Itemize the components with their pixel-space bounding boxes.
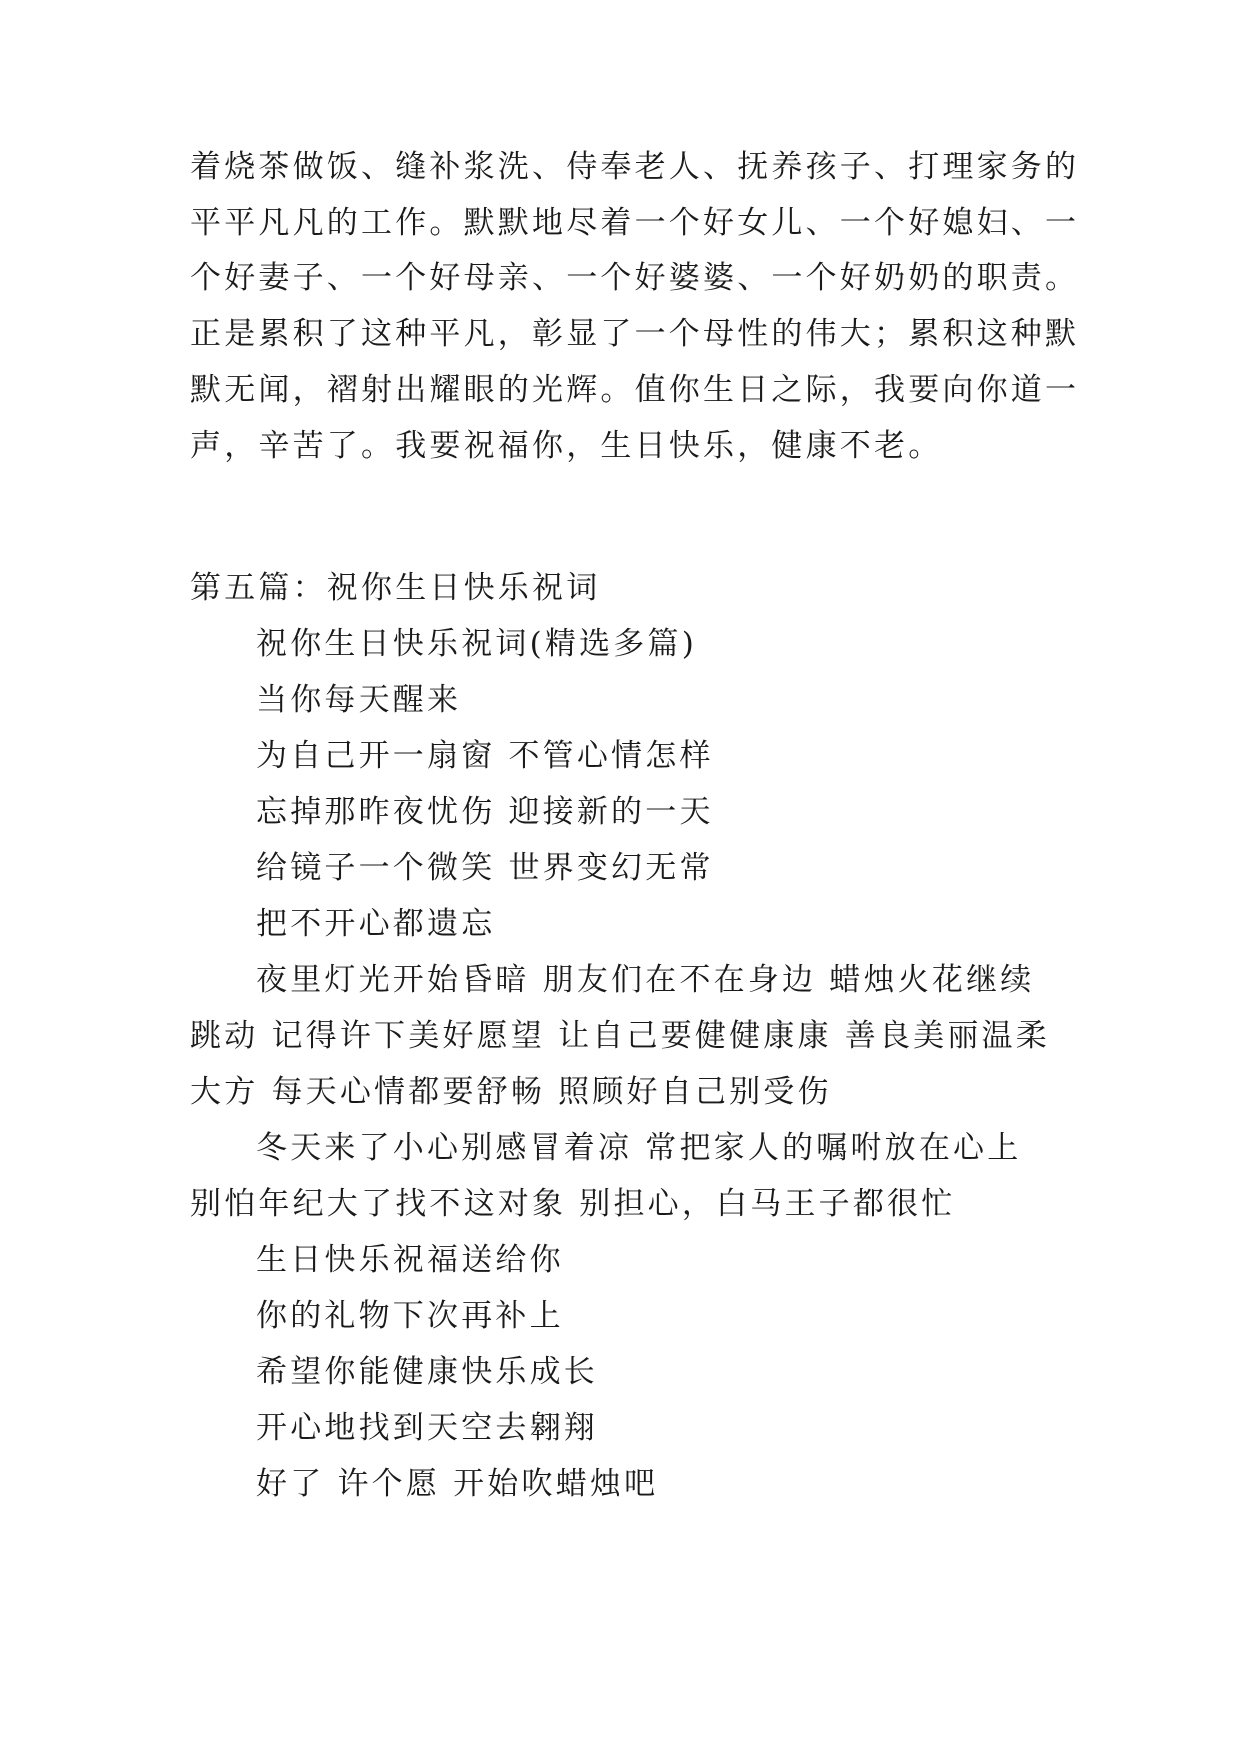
poem-line: 为自己开一扇窗 不管心情怎样	[256, 738, 714, 774]
poem-line: 忘掉那昨夜忧伤 迎接新的一天	[256, 794, 714, 830]
poem-line: 冬天来了小心别感冒着凉 常把家人的嘱咐放在心上	[256, 1130, 1022, 1166]
poem-line: 夜里灯光开始昏暗 朋友们在不在身边 蜡烛火花继续	[256, 962, 1035, 998]
poem-line: 大方 每天心情都要舒畅 照顾好自己别受伤	[190, 1074, 832, 1110]
paragraph-line: 着烧茶做饭、缝补浆洗、侍奉老人、抚养孩子、打理家务的	[190, 149, 1080, 185]
paragraph-line: 默无闻，褶射出耀眼的光辉。值你生日之际，我要向你道一	[190, 372, 1080, 408]
paragraph-line: 正是累积了这种平凡，彰显了一个母性的伟大；累积这种默	[190, 316, 1080, 352]
section-subtitle: 祝你生日快乐祝词(精选多篇)	[256, 626, 697, 662]
paragraph-line: 平平凡凡的工作。默默地尽着一个好女儿、一个好媳妇、一	[190, 205, 1080, 241]
paragraph-line: 声，辛苦了。我要祝福你，生日快乐，健康不老。	[190, 428, 943, 464]
section-heading: 第五篇：祝你生日快乐祝词	[190, 570, 601, 606]
poem-line: 跳动 记得许下美好愿望 让自己要健健康康 善良美丽温柔	[190, 1018, 1050, 1054]
poem-line: 把不开心都遗忘	[256, 906, 496, 942]
poem-line: 当你每天醒来	[256, 682, 462, 718]
poem-line: 给镜子一个微笑 世界变幻无常	[256, 850, 714, 886]
poem-line: 开心地找到天空去翱翔	[256, 1410, 598, 1446]
poem-line: 别怕年纪大了找不这对象 别担心，白马王子都很忙	[190, 1186, 956, 1222]
poem-line: 你的礼物下次再补上	[256, 1298, 564, 1334]
poem-line: 希望你能健康快乐成长	[256, 1354, 598, 1390]
paragraph-line: 个好妻子、一个好母亲、一个好婆婆、一个好奶奶的职责。	[190, 260, 1080, 296]
poem-line: 好了 许个愿 开始吹蜡烛吧	[256, 1466, 659, 1502]
poem-line: 生日快乐祝福送给你	[256, 1242, 564, 1278]
